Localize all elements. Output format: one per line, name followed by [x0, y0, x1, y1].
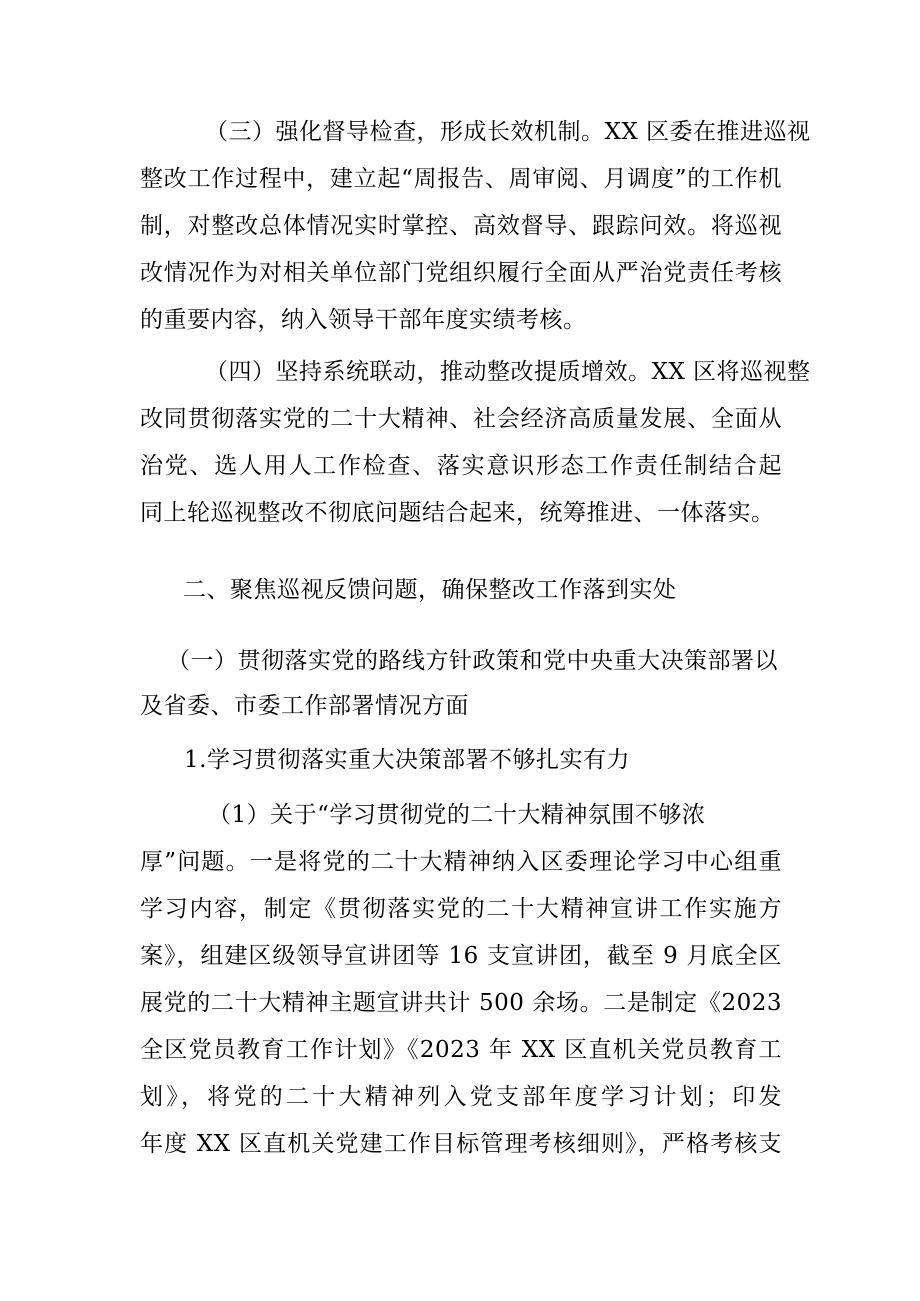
text-line: （四）坚持系统联动，推动整改提质增效。XX 区将巡视整: [205, 359, 811, 385]
text-line: 改同贯彻落实党的二十大精神、社会经济高质量发展、全面从: [140, 406, 782, 432]
text-line: 整改工作过程中，建立起“周报告、周审阅、月调度”的工作机: [140, 166, 782, 192]
section-heading: 二、聚焦巡视反馈问题，确保整改工作落到实处: [183, 577, 677, 603]
text-line: 及省委、市委工作部署情况方面: [140, 693, 469, 719]
text-line: 划》，将党的二十大精神列入党支部年度学习计划；印发: [140, 1084, 782, 1110]
text-line: 年度 XX 区直机关党建工作目标管理考核细则》，严格考核支: [140, 1131, 782, 1157]
text-line: 同上轮巡视整改不彻底问题结合起来，统筹推进、一体落实。: [140, 500, 775, 526]
text-line: 制，对整改总体情况实时掌控、高效督导、跟踪问效。将巡视: [140, 213, 782, 239]
text-line: 的重要内容，纳入领导干部年度实绩考核。: [140, 307, 587, 333]
text-line: 学习内容，制定《贯彻落实党的二十大精神宣讲工作实施方: [140, 896, 782, 922]
text-line: 案》，组建区级领导宣讲团等 16 支宣讲团，截至 9 月底全区: [140, 943, 782, 969]
list-item-heading: 1.学习贯彻落实重大决策部署不够扎实有力: [184, 747, 630, 773]
text-line: 厚”问题。一是将党的二十大精神纳入区委理论学习中心组重: [140, 849, 782, 875]
text-line: 展党的二十大精神主题宣讲共计 500 余场。二是制定《2023: [140, 990, 782, 1016]
text-line: 全区党员教育工作计划》《2023 年 XX 区直机关党员教育工: [140, 1037, 782, 1063]
text-line: 改情况作为对相关单位部门党组织履行全面从严治党责任考核: [140, 260, 782, 286]
text-line: 治党、选人用人工作检查、落实意识形态工作责任制结合起: [140, 453, 782, 479]
text-line: （1）关于“学习贯彻党的二十大精神氛围不够浓: [208, 802, 706, 828]
text-line: （一）贯彻落实党的路线方针政策和党中央重大决策部署以: [167, 648, 778, 674]
text-line: （三）强化督导检查，形成长效机制。XX 区委在推进巡视: [205, 119, 811, 145]
